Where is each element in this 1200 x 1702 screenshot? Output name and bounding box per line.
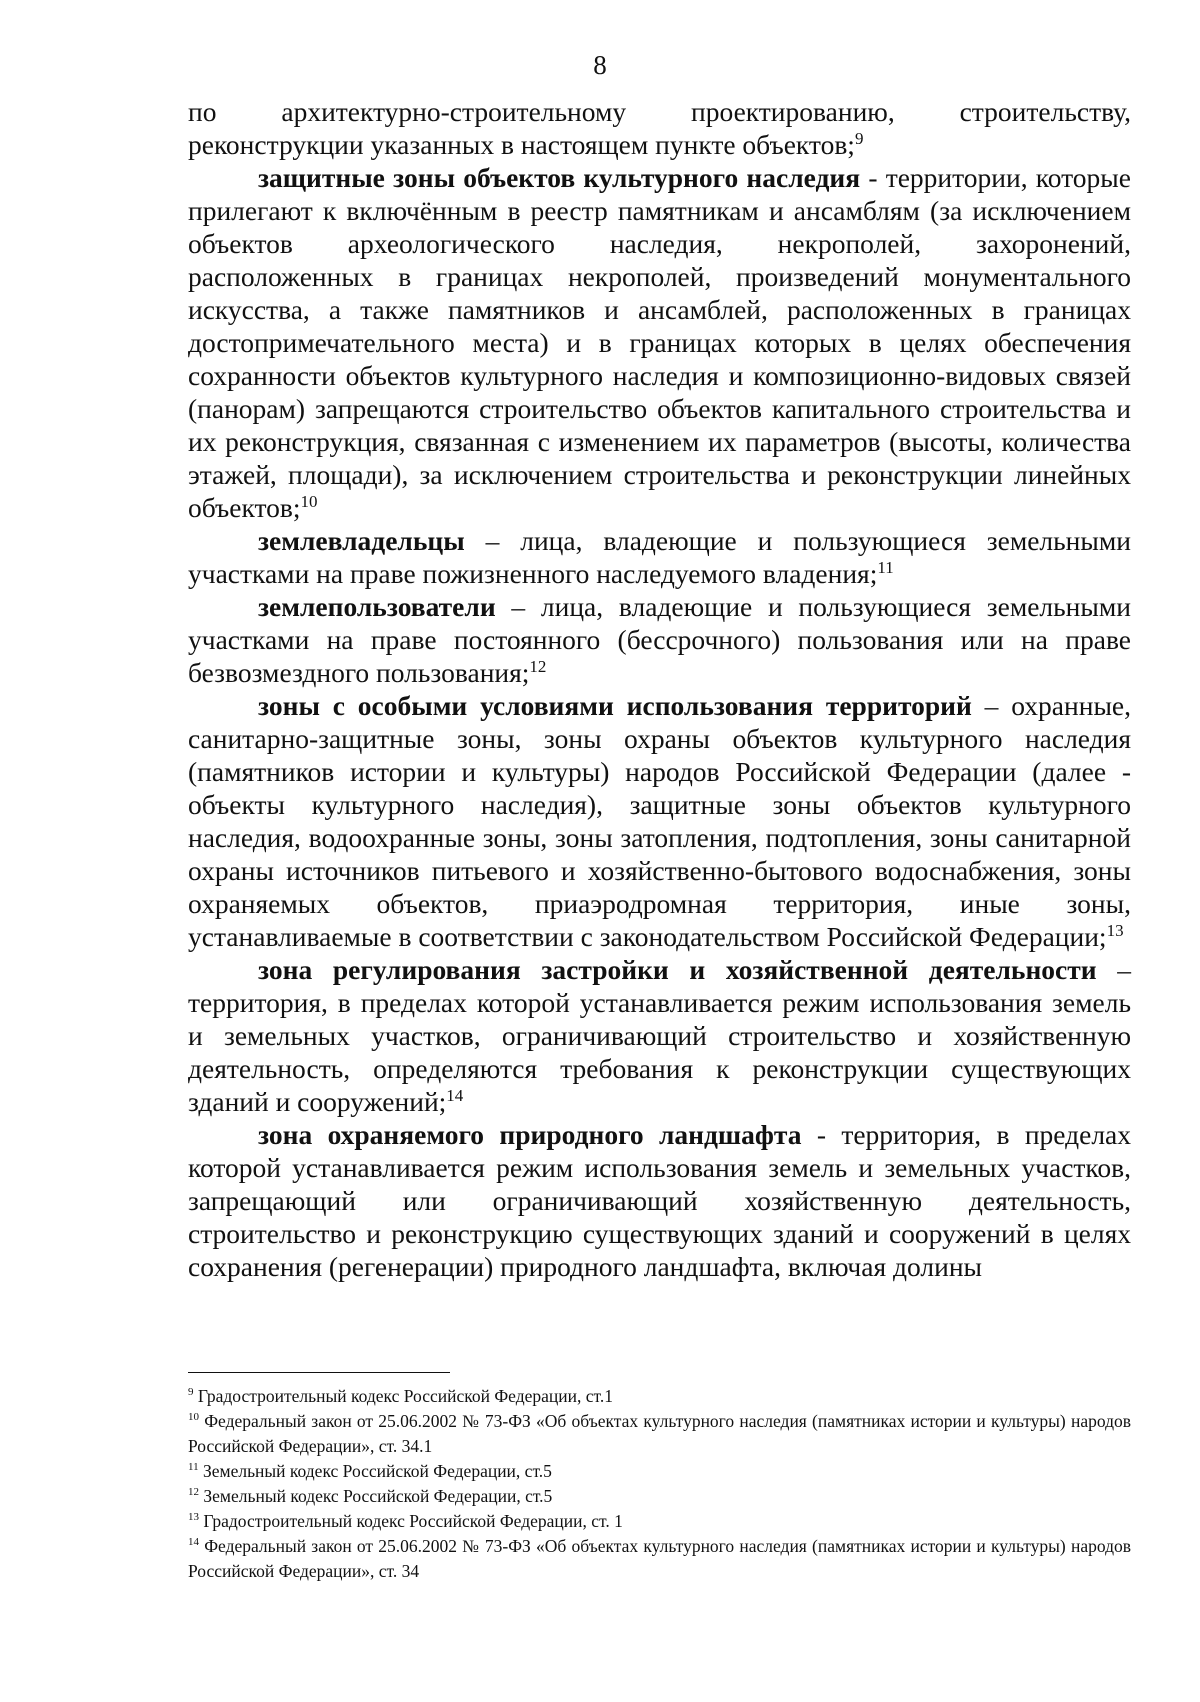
footnote — [188, 1409, 1131, 1459]
defined-term: зоны с особыми условиями использования территорий — [258, 690, 972, 721]
footnote-divider — [188, 1372, 450, 1373]
footnote-ref: 10 — [300, 491, 318, 511]
definition-text: - территория, в пределах которой устанавливается режим использования земель и земельных участков, запрещающий или ограничивающий хозяйственную деятельность, строительство и реконструкцию существующих зданий и сооружений в целях сохранения (регенерации) природного ландшафта, включая долины — [188, 1119, 1132, 1282]
footnote-text: Федеральный закон от 25.06.2002 № 73-ФЗ «Об объектах культурного наследия (памятниках истории и культуры) народов Российской Федерации», ст. 34 — [188, 1536, 1131, 1581]
footnote — [188, 1484, 1131, 1509]
body-text — [188, 95, 1131, 1283]
paragraph-text: по архитектурно-строительному проектированию, строительству, реконструкции указанных в настоящем пункте объектов; — [188, 96, 1131, 160]
footnote — [188, 1384, 1131, 1409]
footnote-number: 14 — [188, 1536, 199, 1549]
footnote-ref: 14 — [446, 1085, 464, 1105]
page-number: 8 — [593, 50, 607, 80]
footnote — [188, 1509, 1131, 1534]
footnote-number: 10 — [188, 1411, 199, 1424]
paragraph-continuation — [188, 95, 1131, 161]
defined-term: землепользователи — [258, 591, 496, 622]
footnote-number: 12 — [188, 1486, 199, 1499]
definition-text: – территория, в пределах которой устанавливается режим использования земель и земельных участков, ограничивающий строительство и хозяйственную деятельность, определяются требования к реконструкции существующих зданий и сооружений; — [188, 954, 1132, 1117]
defined-term: зона охраняемого природного ландшафта — [258, 1119, 802, 1150]
footnotes — [188, 1384, 1131, 1584]
footnote-text: Земельный кодекс Российской Федерации, ст.5 — [202, 1461, 552, 1481]
footnote-ref: 11 — [877, 557, 894, 577]
footnote — [188, 1534, 1131, 1584]
definition-text: – лица, владеющие и пользующиеся земельными участками на праве пожизненного наследуемого владения; — [188, 525, 1131, 589]
definition-text: – лица, владеющие и пользующиеся земельными участками на праве постоянного (бессрочного) пользования или на праве безвозмездного пользования; — [188, 591, 1131, 688]
footnote-number: 11 — [188, 1461, 199, 1474]
definition-paragraph — [188, 590, 1131, 689]
definition-paragraph — [188, 953, 1131, 1118]
defined-term: защитные зоны объектов культурного наследия — [258, 162, 861, 193]
footnote-text: Градостроительный кодекс Российской Федерации, ст.1 — [197, 1386, 613, 1406]
footnote-number: 9 — [188, 1386, 194, 1399]
defined-term: землевладельцы — [258, 525, 465, 556]
definition-text: - территории, которые прилегают к включённым в реестр памятникам и ансамблям (за исключением объектов археологического наследия, некрополей, захоронений, расположенных в границах некрополей, произведений монументального искусства, а также памятников и ансамблей, расположенных в границах достопримечательного места) и в границах которых в целях обеспечения сохранности объектов культурного наследия и композиционно-видовых связей (панорам) запрещаются строительство объектов капитального строительства и их реконструкция, связанная с изменением их параметров (высоты, количества этажей, площади), за исключением строительства и реконструкции линейных объектов; — [188, 162, 1131, 523]
definition-paragraph — [188, 689, 1131, 953]
footnote-text: Земельный кодекс Российской Федерации, ст.5 — [203, 1486, 553, 1506]
footnote — [188, 1459, 1131, 1484]
footnote-text: Федеральный закон от 25.06.2002 № 73-ФЗ «Об объектах культурного наследия (памятниках истории и культуры) народов Российской Федерации», ст. 34.1 — [188, 1411, 1131, 1456]
definition-text: – охранные, санитарно-защитные зоны, зоны охраны объектов культурного наследия (памятников истории и культуры) народов Российской Федерации (далее - объекты культурного наследия), защитные зоны объектов культурного наследия, водоохранные зоны, зоны затопления, подтопления, зоны санитарной охраны источников питьевого и хозяйственно-бытового водоснабжения, зоны охраняемых объектов, приаэродромная территория, иные зоны, устанавливаемые в соответствии с законодательством Российской Федерации; — [188, 690, 1132, 952]
footnote-ref: 12 — [529, 656, 547, 676]
definition-paragraph — [188, 161, 1131, 524]
definition-paragraph — [188, 524, 1131, 590]
definition-paragraph — [188, 1118, 1131, 1283]
footnote-number: 13 — [188, 1511, 199, 1524]
footnote-text: Градостроительный кодекс Российской Федерации, ст. 1 — [203, 1511, 623, 1531]
defined-term: зона регулирования застройки и хозяйственной деятельности — [258, 954, 1097, 985]
footnote-ref: 13 — [1106, 920, 1124, 940]
footnote-ref: 9 — [854, 128, 864, 148]
